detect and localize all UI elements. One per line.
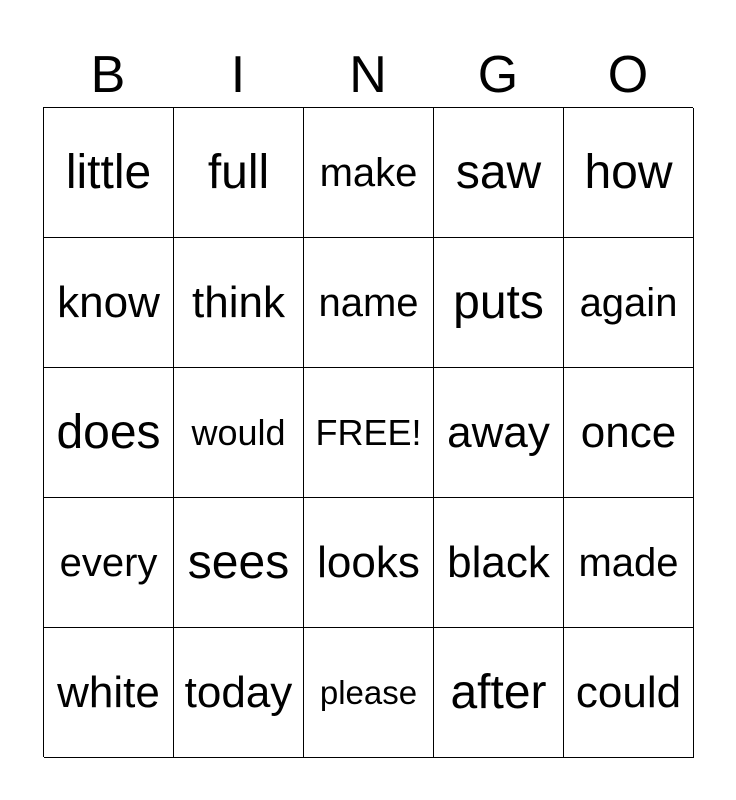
bingo-cell-r4c5[interactable]: made [564, 498, 694, 628]
bingo-cell-r2c4[interactable]: puts [434, 238, 564, 368]
bingo-cell-r5c2[interactable]: today [174, 628, 304, 758]
bingo-cell-r2c3[interactable]: name [304, 238, 434, 368]
bingo-cell-r3c2[interactable]: would [174, 368, 304, 498]
header-letter-g: G [477, 46, 519, 104]
bingo-cell-r1c4[interactable]: saw [434, 108, 564, 238]
bingo-cell-free[interactable]: FREE! [304, 368, 434, 498]
bingo-cell-r4c4[interactable]: black [434, 498, 564, 628]
bingo-cell-r2c5[interactable]: again [564, 238, 694, 368]
bingo-cell-r5c5[interactable]: could [564, 628, 694, 758]
bingo-cell-r1c5[interactable]: how [564, 108, 694, 238]
bingo-cell-r4c1[interactable]: every [44, 498, 174, 628]
bingo-cell-r1c3[interactable]: make [304, 108, 434, 238]
header-letter-n: N [349, 46, 387, 104]
bingo-cell-r1c1[interactable]: little [44, 108, 174, 238]
bingo-cell-r2c1[interactable]: know [44, 238, 174, 368]
bingo-cell-r2c2[interactable]: think [174, 238, 304, 368]
bingo-cell-r4c3[interactable]: looks [304, 498, 434, 628]
bingo-cell-r1c2[interactable]: full [174, 108, 304, 238]
bingo-cell-r5c4[interactable]: after [434, 628, 564, 758]
bingo-cell-r5c3[interactable]: please [304, 628, 434, 758]
header-letter-o: O [607, 46, 649, 104]
bingo-cell-r5c1[interactable]: white [44, 628, 174, 758]
bingo-cell-r4c2[interactable]: sees [174, 498, 304, 628]
bingo-cell-r3c5[interactable]: once [564, 368, 694, 498]
bingo-cell-r3c1[interactable]: does [44, 368, 174, 498]
header-letter-b: B [90, 46, 126, 104]
bingo-header [43, 44, 693, 106]
bingo-cell-r3c4[interactable]: away [434, 368, 564, 498]
bingo-board [43, 107, 693, 757]
header-letter-i: I [230, 46, 246, 104]
